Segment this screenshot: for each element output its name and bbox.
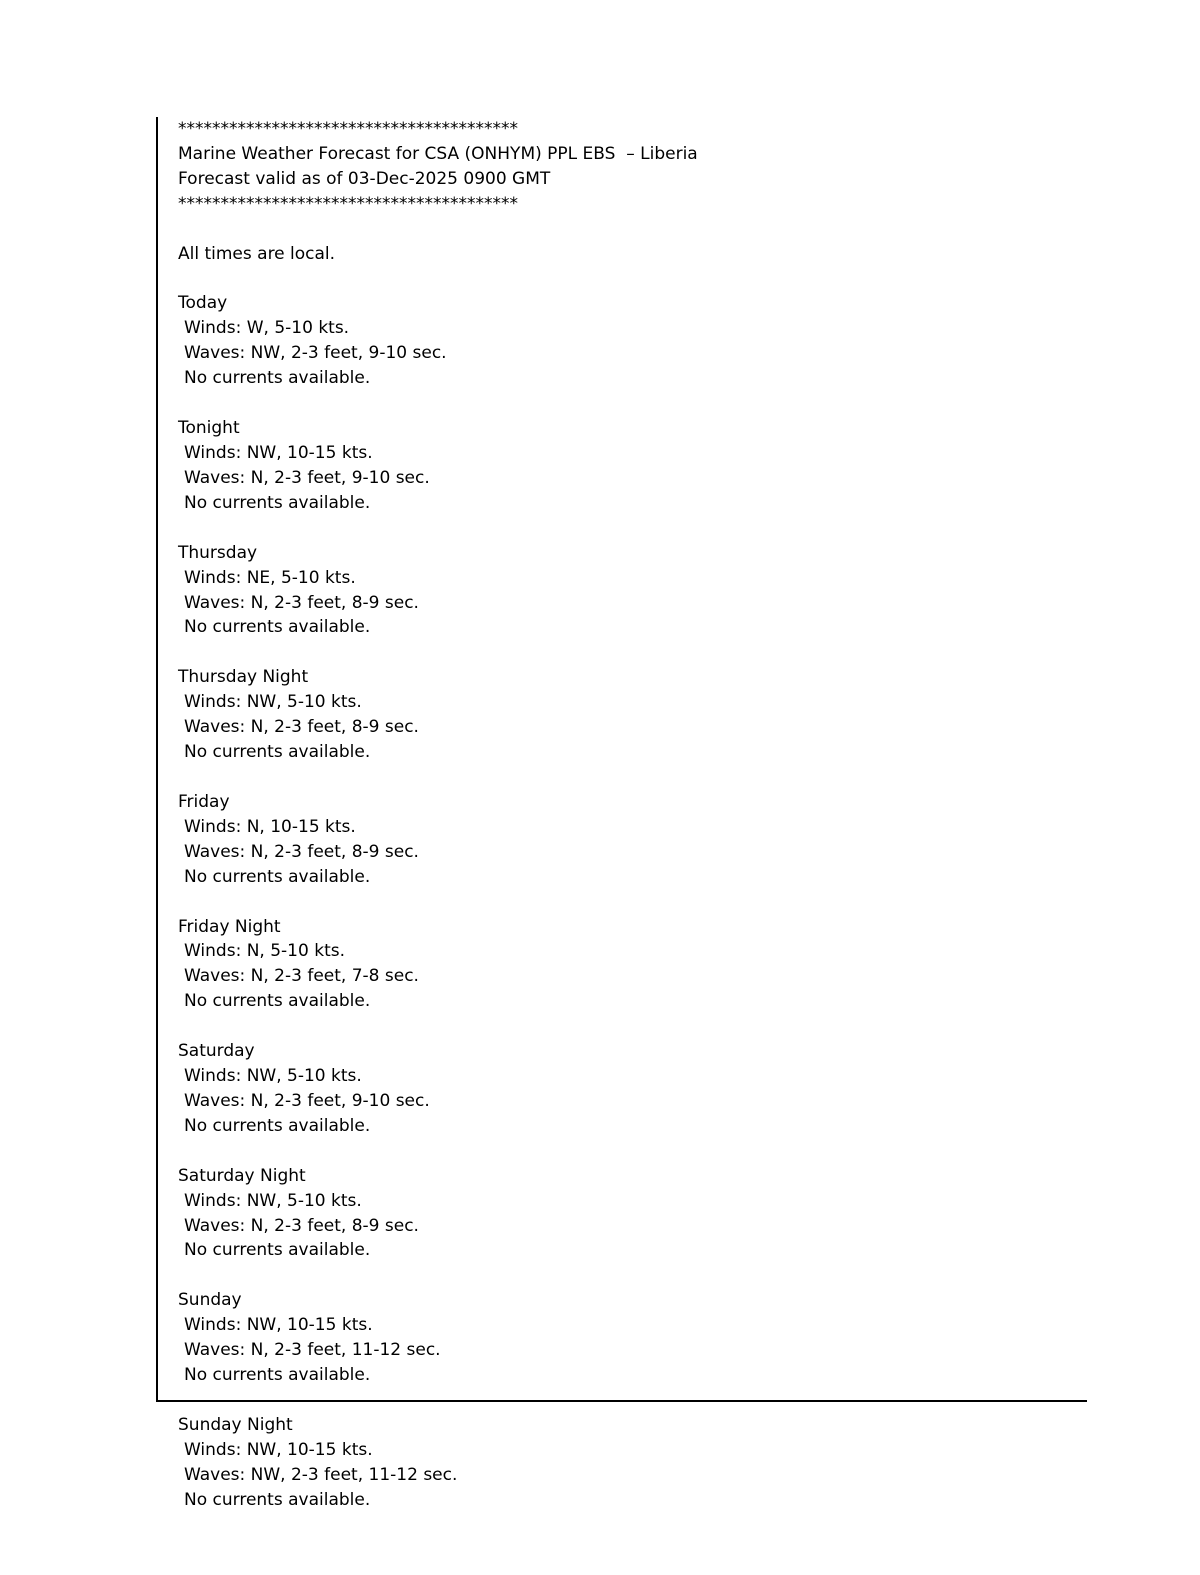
winds-line: Winds: W, 5-10 kts. <box>184 318 350 339</box>
forecast-text <box>178 117 698 1513</box>
winds-line: Winds: NW, 10-15 kts. <box>184 1315 373 1336</box>
waves-line: Waves: N, 2-3 feet, 8-9 sec. <box>184 592 419 613</box>
winds-line: Winds: N, 10-15 kts. <box>184 816 356 837</box>
section-day-label: Sunday <box>178 1290 242 1311</box>
section-day-label: Saturday Night <box>178 1165 306 1186</box>
winds-line: Winds: NW, 5-10 kts. <box>184 1190 362 1211</box>
waves-line: Waves: N, 2-3 feet, 9-10 sec. <box>184 467 430 488</box>
divider-bottom: **************************************** <box>178 193 518 214</box>
currents-line: No currents available. <box>184 1115 371 1136</box>
winds-line: Winds: NW, 10-15 kts. <box>184 1439 373 1460</box>
forecast-section <box>178 790 698 890</box>
forecast-section <box>178 1288 698 1388</box>
document-title: Marine Weather Forecast for CSA (ONHYM) PPL EBS – Liberia <box>178 143 698 164</box>
currents-line: No currents available. <box>184 1489 371 1510</box>
waves-line: Waves: N, 2-3 feet, 11-12 sec. <box>184 1340 441 1361</box>
blank-line <box>178 267 698 292</box>
currents-line: No currents available. <box>184 742 371 763</box>
currents-line: No currents available. <box>184 492 371 513</box>
divider-top: **************************************** <box>178 119 518 139</box>
forecast-section <box>178 416 698 516</box>
currents-line: No currents available. <box>184 991 371 1012</box>
waves-line: Waves: N, 2-3 feet, 8-9 sec. <box>184 717 419 738</box>
winds-line: Winds: N, 5-10 kts. <box>184 941 345 962</box>
forecast-section <box>178 915 698 1015</box>
section-day-label: Friday <box>178 791 230 812</box>
waves-line: Waves: N, 2-3 feet, 7-8 sec. <box>184 966 419 987</box>
winds-line: Winds: NW, 5-10 kts. <box>184 692 362 713</box>
times-note: All times are local. <box>178 243 336 264</box>
winds-line: Winds: NW, 5-10 kts. <box>184 1066 362 1087</box>
forecast-section <box>178 1413 698 1513</box>
forecast-sections <box>178 291 698 1512</box>
waves-line: Waves: N, 2-3 feet, 8-9 sec. <box>184 841 419 862</box>
waves-line: Waves: N, 2-3 feet, 9-10 sec. <box>184 1090 430 1111</box>
currents-line: No currents available. <box>184 617 371 638</box>
waves-line: Waves: N, 2-3 feet, 8-9 sec. <box>184 1215 419 1236</box>
section-day-label: Thursday Night <box>178 667 309 688</box>
section-day-label: Thursday <box>178 542 258 563</box>
waves-line: Waves: NW, 2-3 feet, 11-12 sec. <box>184 1464 458 1485</box>
waves-line: Waves: NW, 2-3 feet, 9-10 sec. <box>184 343 447 364</box>
forecast-section <box>178 1039 698 1139</box>
winds-line: Winds: NE, 5-10 kts. <box>184 567 356 588</box>
currents-line: No currents available. <box>184 866 371 887</box>
section-day-label: Sunday Night <box>178 1414 293 1435</box>
forecast-section <box>178 665 698 765</box>
currents-line: No currents available. <box>184 1365 371 1386</box>
forecast-section <box>178 541 698 641</box>
section-day-label: Today <box>178 293 228 314</box>
section-day-label: Saturday <box>178 1041 255 1062</box>
winds-line: Winds: NW, 10-15 kts. <box>184 442 373 463</box>
section-day-label: Tonight <box>178 418 240 439</box>
forecast-section <box>178 291 698 391</box>
section-day-label: Friday Night <box>178 916 281 937</box>
blank-line <box>178 217 698 242</box>
forecast-section <box>178 1164 698 1264</box>
currents-line: No currents available. <box>184 1240 371 1261</box>
currents-line: No currents available. <box>184 368 371 389</box>
validity-line: Forecast valid as of 03-Dec-2025 0900 GMT <box>178 168 551 189</box>
